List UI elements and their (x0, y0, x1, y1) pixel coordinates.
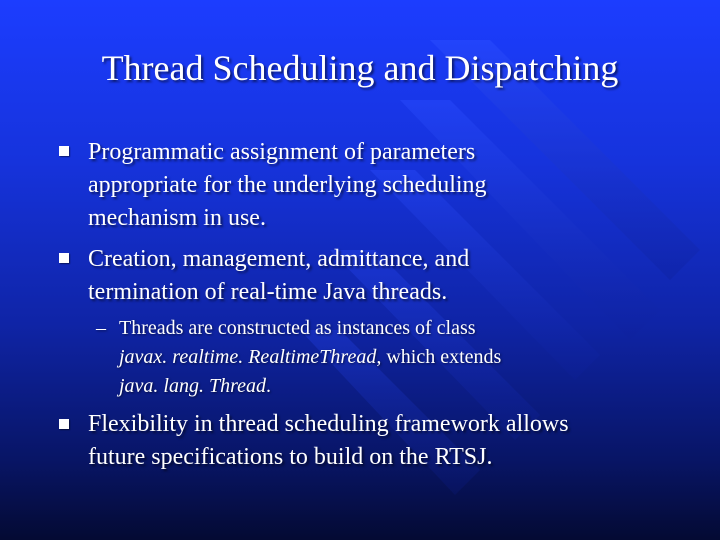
bullet-line: mechanism in use. (88, 205, 266, 231)
class-name-thread: java. lang. Thread (119, 375, 267, 397)
bullet-item (88, 408, 688, 474)
sub-bullet-line (119, 343, 679, 372)
sub-bullet-line: Threads are constructed as instances of class (119, 317, 476, 339)
bullet-line: Flexibility in thread scheduling framework allows (88, 411, 569, 437)
bullet-item (88, 243, 688, 309)
bullet-line: Creation, management, admittance, and (88, 246, 470, 272)
bullet-marker-icon (59, 146, 69, 156)
bullet-marker-icon (59, 419, 69, 429)
bullet-item (88, 136, 688, 235)
class-name-realtimethread: javax. realtime. RealtimeThread, (119, 346, 382, 368)
sub-bullet-text: which extends (381, 346, 502, 368)
bullet-line: Programmatic assignment of parameters (88, 139, 476, 165)
bullet-line: appropriate for the underlying scheduling (88, 172, 487, 198)
sub-bullet-text: . (266, 375, 272, 397)
bullet-marker-icon (59, 253, 69, 263)
bullet-line: termination of real-time Java threads. (88, 279, 448, 305)
slide-title: Thread Scheduling and Dispatching (101, 48, 619, 88)
sub-bullet-item (119, 314, 679, 401)
sub-bullet-dash: – (96, 317, 106, 339)
bullet-line: future specifications to build on the RTSJ. (88, 444, 493, 470)
sub-bullet-line (119, 372, 679, 401)
